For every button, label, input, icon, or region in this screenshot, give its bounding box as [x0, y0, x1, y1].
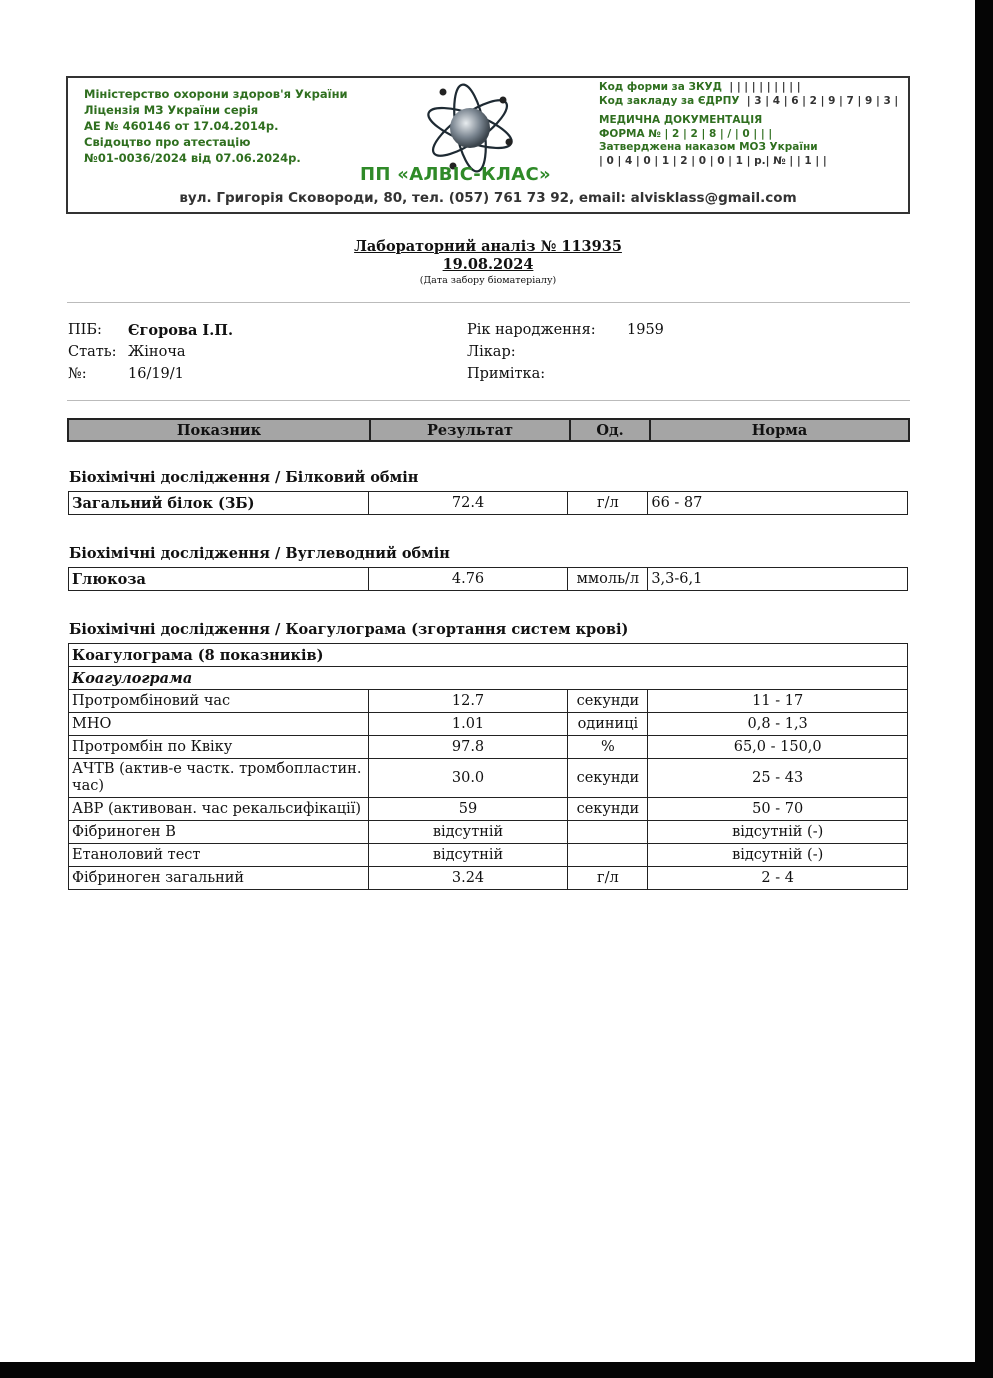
group-title: Коагулограма (8 показників)	[69, 644, 908, 667]
doctor-label: Лікар:	[467, 344, 516, 360]
section-title: Біохімічні дослідження / Білковий обмін	[69, 469, 419, 486]
unit-value: секунди	[568, 759, 648, 798]
table-row	[69, 736, 908, 759]
norm-value: 25 - 43	[648, 759, 908, 798]
norm-value: відсутній (-)	[648, 821, 908, 844]
col-result: Результат	[371, 420, 571, 440]
col-norm: Норма	[751, 421, 808, 439]
protein-table	[68, 491, 908, 515]
edrpou-label: Код закладу за ЄДРПУ	[599, 94, 740, 107]
indicator-name: Протромбіновий час	[69, 690, 369, 713]
license-line: Свідоцтво про атестацію	[84, 135, 251, 149]
sex-label: Стать:	[68, 344, 117, 360]
col-unit: Од.	[571, 420, 651, 440]
lab-header	[66, 76, 910, 214]
norm-value: 2 - 4	[648, 867, 908, 890]
table-row	[69, 568, 908, 591]
license-line: Міністерство охорони здоров'я України	[84, 87, 348, 101]
analysis-number: Лабораторний аналіз № 113935	[354, 238, 622, 255]
atom-logo-icon	[423, 82, 518, 174]
divider	[67, 302, 910, 303]
zkud-digits: | | | | | | | | | |	[729, 81, 801, 93]
edrpou-digits: | 3 | 4 | 6 | 2 | 9 | 7 | 9 | 3 |	[746, 94, 899, 107]
indicator-name: Етаноловий тест	[69, 844, 369, 867]
note-label: Примітка:	[467, 366, 546, 382]
indicator-name: АЧТВ (актив-е частк. тромбопластин. час)	[69, 759, 369, 798]
order-digits: | 0 | 4 | 0 | 1 | 2 | 0 | 0 | 1 | р.| № | | 1 | |	[599, 154, 827, 167]
result-value: 4.76	[368, 568, 568, 591]
unit-value: секунди	[568, 690, 648, 713]
table-row	[69, 867, 908, 890]
norm-value: 50 - 70	[648, 798, 908, 821]
license-line: Ліцензія МЗ України серія	[84, 103, 259, 117]
section-title: Біохімічні дослідження / Вуглеводний обмін	[69, 545, 450, 562]
unit-value	[568, 821, 648, 844]
result-value: відсутній	[368, 844, 568, 867]
name-label: ПІБ:	[68, 322, 102, 338]
unit-value: одиниці	[568, 713, 648, 736]
patient-number: 16/19/1	[128, 366, 184, 382]
unit-value: секунди	[568, 798, 648, 821]
indicator-name: АВР (активован. час рекальсифікації)	[69, 798, 369, 821]
indicator-name: Протромбін по Квіку	[69, 736, 369, 759]
form-codes	[599, 81, 898, 168]
indicator-name: Загальний білок (ЗБ)	[69, 492, 369, 515]
norm-value: 66 - 87	[648, 492, 908, 515]
indicator-name: Фібриноген В	[69, 821, 369, 844]
table-row	[69, 798, 908, 821]
form-number: ФОРМА № | 2 | 2 | 8 | / | 0 | | |	[599, 127, 773, 140]
group-row	[69, 644, 908, 667]
table-row	[69, 492, 908, 515]
patient-name: Єгорова І.П.	[128, 322, 233, 339]
unit-value: г/л	[568, 492, 648, 515]
number-label: №:	[68, 366, 87, 382]
norm-value: 11 - 17	[648, 690, 908, 713]
unit-value: %	[568, 736, 648, 759]
norm-value: 0,8 - 1,3	[648, 713, 908, 736]
patient-sex: Жіноча	[128, 344, 186, 360]
company-name: ПП «АЛВІС-КЛАС»	[360, 164, 551, 185]
coag-table	[68, 643, 908, 890]
divider	[67, 400, 910, 401]
company-address: вул. Григорія Сковороди, 80, тел. (057) 761 73 92, email: alvisklass@gmail.com	[179, 190, 797, 206]
unit-value: ммоль/л	[568, 568, 648, 591]
norm-value: 65,0 - 150,0	[648, 736, 908, 759]
result-value: 12.7	[368, 690, 568, 713]
unit-value	[568, 844, 648, 867]
unit-value: г/л	[568, 867, 648, 890]
norm-value: відсутній (-)	[648, 844, 908, 867]
approved-label: Затверджена наказом МОЗ України	[599, 141, 818, 153]
indicator-name: МНО	[69, 713, 369, 736]
table-row	[69, 844, 908, 867]
zkud-label: Код форми за ЗКУД	[599, 81, 723, 93]
license-line: АЕ № 460146 от 17.04.2014р.	[84, 119, 279, 133]
subgroup-title: Коагулограма	[69, 667, 908, 690]
result-value: 1.01	[368, 713, 568, 736]
norm-value: 3,3-6,1	[648, 568, 908, 591]
birth-year: 1959	[627, 322, 664, 338]
table-row	[69, 759, 908, 798]
results-header	[67, 418, 910, 442]
license-info	[84, 86, 348, 166]
license-line: №01-0036/2024 від 07.06.2024р.	[84, 151, 301, 165]
birth-label: Рік народження:	[467, 322, 596, 338]
table-row	[69, 821, 908, 844]
section-title: Біохімічні дослідження / Коагулограма (згортання систем крові)	[69, 621, 629, 638]
result-value: 3.24	[368, 867, 568, 890]
carb-table	[68, 567, 908, 591]
document-title	[0, 238, 976, 288]
col-indicator: Показник	[69, 420, 371, 440]
result-value: 59	[368, 798, 568, 821]
analysis-date: 19.08.2024	[442, 256, 534, 273]
med-doc-label: МЕДИЧНА ДОКУМЕНТАЦІЯ	[599, 114, 763, 126]
result-value: 97.8	[368, 736, 568, 759]
table-row	[69, 713, 908, 736]
result-value: 30.0	[368, 759, 568, 798]
subgroup-row	[69, 667, 908, 690]
date-note: (Дата забору біоматеріалу)	[419, 275, 557, 286]
result-value: 72.4	[368, 492, 568, 515]
result-value: відсутній	[368, 821, 568, 844]
screen-edge	[0, 1362, 993, 1378]
screen-edge	[975, 0, 993, 1378]
table-row	[69, 690, 908, 713]
indicator-name: Глюкоза	[69, 568, 369, 591]
indicator-name: Фібриноген загальний	[69, 867, 369, 890]
